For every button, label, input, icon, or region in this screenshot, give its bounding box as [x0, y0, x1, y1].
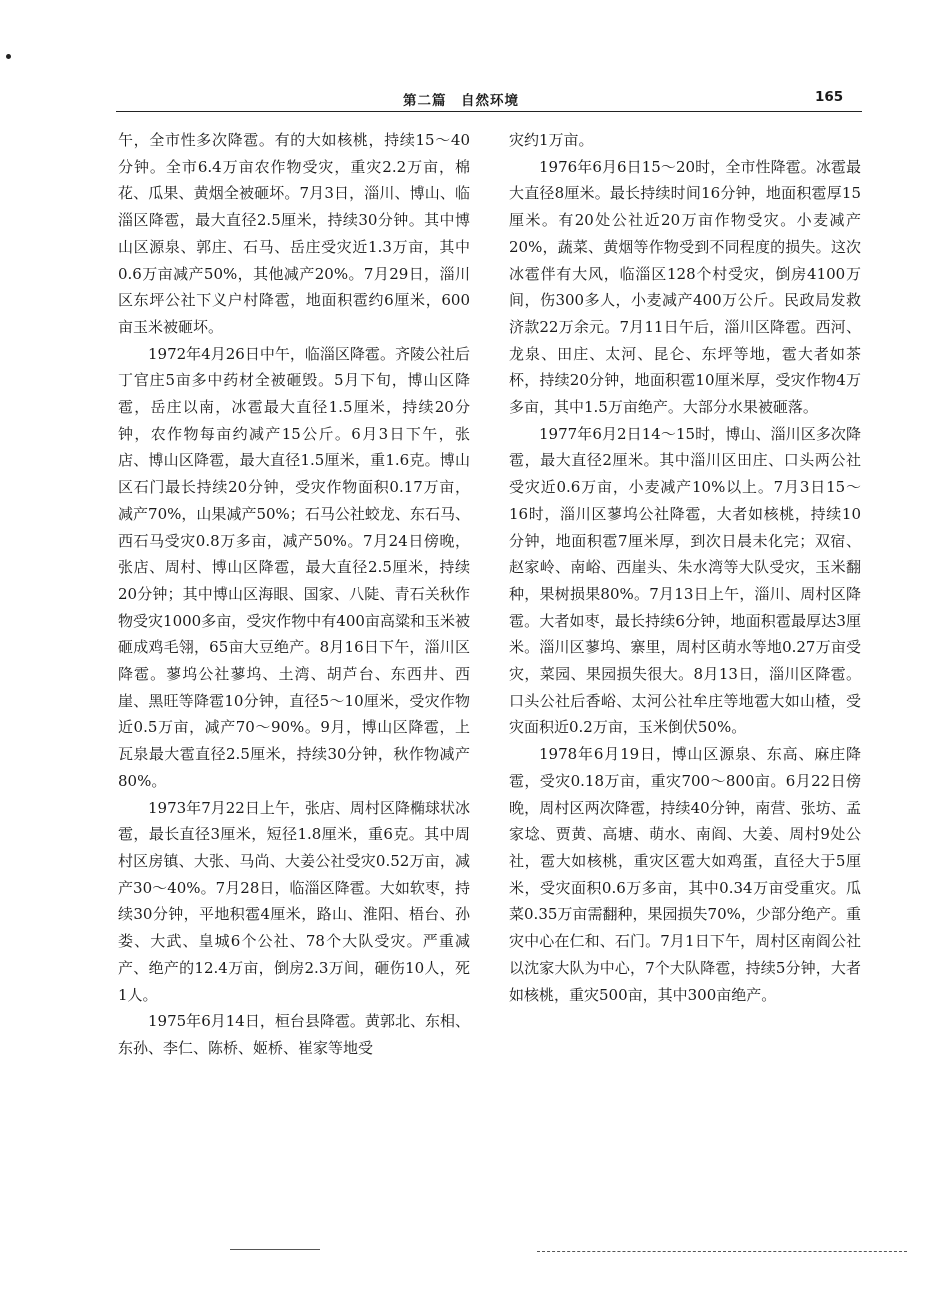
scan-artifact-line [537, 1251, 907, 1252]
scan-artifact-line [230, 1249, 320, 1250]
right-column [509, 127, 861, 1008]
paragraph: 灾约1万亩。 [509, 131, 594, 149]
paragraph: 1977年6月2日14～15时，博山、淄川区多次降雹，最大直径2厘米。其中淄川区田庄、口头两公社受灾近0.6万亩，小麦减产10%以上。7月3日15～16时，淄川区蓼坞公社降雹，大者如核桃，持续10分钟，地面积雹7厘米厚，到次日晨未化完；双宿、赵家岭、南峪、西崖头、朱水湾等大队受灾，玉米翻种，果树损果80%。7月13日上午，淄川、周村区降雹。大者如枣，最长持续6分钟，地面积雹最厚达3厘米。淄川区蓼坞、寨里，周村区萌水等地0.27万亩受灾，菜园、果园损失很大。8月13日，淄川区降雹。口头公社后香峪、太河公社牟庄等地雹大如山楂，受灾面积近0.2万亩，玉米倒伏50%。 [509, 424, 861, 737]
paragraph: 1972年4月26日中午，临淄区降雹。齐陵公社后丁官庄5亩多中药材全被砸毁。5月下旬，博山区降雹，岳庄以南，冰雹最大直径1.5厘米，持续20分钟，农作物每亩约减产15公斤。6月3日下午，张店、博山区降雹，最大直径1.5厘米，重1.6克。博山区石门最长持续20分钟，受灾作物面积0.17万亩，减产70%，山果减产50%；石马公社蛟龙、东石马、西石马受灾0.8万多亩，减产50%。7月24日傍晚，张店、周村、博山区降雹，最大直径2.5厘米，持续20分钟；其中博山区海眼、国家、八陡、青石关秋作物受灾1000多亩，受灾作物中有400亩高粱和玉米被砸成鸡毛翎，65亩大豆绝产。8月16日下午，淄川区降雹。蓼坞公社蓼坞、土湾、胡芦台、东西井、西崖、黑旺等降雹10分钟，直径5～10厘米，受灾作物近0.5万亩，减产70～90%。9月，博山区降雹，上瓦泉最大雹直径2.5厘米，持续30分钟，秋作物减产80%。 [118, 344, 470, 790]
paragraph: 1976年6月6日15～20时，全市性降雹。冰雹最大直径8厘米。最长持续时间16分钟，地面积雹厚15厘米。有20处公社近20万亩作物受灾。小麦减产20%，蔬菜、黄烟等作物受到不同程度的损失。这次冰雹伴有大风，临淄区128个村受灾，倒房4100万间，伤300多人，小麦减产400万公斤。民政局发救济款22万余元。7月11日午后，淄川区降雹。西河、龙泉、田庄、太河、昆仑、东坪等地，雹大者如茶杯，持续20分钟，地面积雹10厘米厚，受灾作物4万多亩，其中1.5万亩绝产。大部分水果被砸落。 [509, 157, 861, 417]
paragraph: 1975年6月14日，桓台县降雹。黄郭北、东相、东孙、李仁、陈桥、姬桥、崔家等地受 [118, 1012, 470, 1057]
page-number: 165 [815, 89, 844, 105]
paragraph: 午，全市性多次降雹。有的大如核桃，持续15～40分钟。全市6.4万亩农作物受灾，重灾2.2万亩，棉花、瓜果、黄烟全被砸坏。7月3日，淄川、博山、临淄区降雹，最大直径2.5厘米，持续30分钟。其中博山区源泉、郭庄、石马、岳庄受灾近1.3万亩，其中0.6万亩减产50%，其他减产20%。7月29日，淄川区东坪公社下义户村降雹，地面积雹约6厘米，600亩玉米被砸坏。 [118, 131, 470, 336]
running-header-chapter: 第二篇 自然环境 [403, 93, 519, 109]
paragraph: 1978年6月19日，博山区源泉、东高、麻庄降雹，受灾0.18万亩，重灾700～800亩。6月22日傍晚，周村区两次降雹，持续40分钟，南营、张坊、孟家埝、贾黄、高塘、萌水、南阎、大姜、周村9处公社，雹大如核桃，重灾区雹大如鸡蛋，直径大于5厘米，受灾面积0.6万多亩，其中0.34万亩受重灾。瓜菜0.35万亩需翻种，果园损失70%，少部分绝产。重灾中心在仁和、石门。7月1日下午，周村区南阎公社以沈家大队为中心，7个大队降雹，持续5分钟，大者如核桃，重灾500亩，其中300亩绝产。 [509, 745, 861, 1004]
left-column [118, 127, 470, 1062]
header-rule [116, 111, 862, 112]
scan-speck [6, 54, 11, 59]
paragraph: 1973年7月22日上午，张店、周村区降椭球状冰雹，最长直径3厘米，短径1.8厘米，重6克。其中周村区房镇、大张、马尚、大姜公社受灾0.52万亩，减产30～40%。7月28日，临淄区降雹。大如软枣，持续30分钟，平地积雹4厘米，路山、淮阳、梧台、孙娄、大武、皇城6个公社、78个大队受灾。严重减产、绝产的12.4万亩，倒房2.3万间，砸伤10人，死1人。 [118, 798, 470, 1004]
